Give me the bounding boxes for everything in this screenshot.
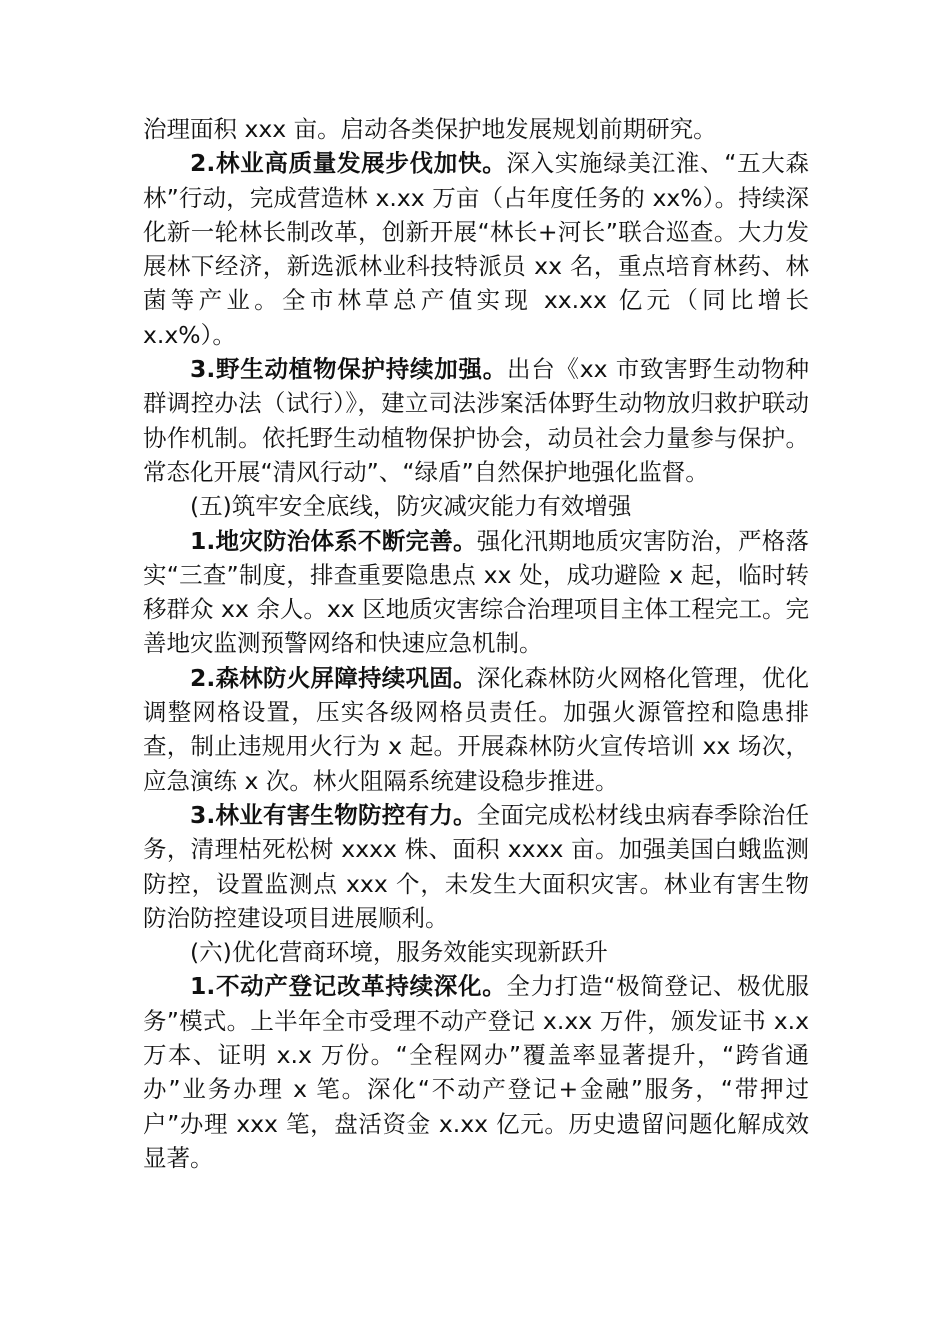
paragraph-heading: 3.野生动植物保护持续加强。 xyxy=(190,355,507,384)
paragraph-heading: 2.林业高质量发展步伐加快。 xyxy=(190,149,507,178)
paragraph-continuation xyxy=(143,112,809,146)
paragraph-heading: 3.林业有害生物防控有力。 xyxy=(190,800,477,829)
paragraph-wildlife-protection xyxy=(143,352,809,489)
section-heading-safety xyxy=(143,489,809,523)
paragraph-text: 出台《xx 市致害野生动物种群调控办法（试行）》，建立司法涉案活体野生动物放归救护联动协作机制。依托野生动植物保护协会，动员社会力量参与保护。常态化开展“清风行动”、“绿盾”自然保护地强化监督。 xyxy=(143,355,809,486)
paragraph-text: 深化森林防火网格化管理，优化调整网格设置，压实各级网格员责任。加强火源管控和隐患排查，制止违规用火行为 x 起。开展森林防火宣传培训 xx 场次，应急演练 x 次。林火阻隔系统建设稳步推进。 xyxy=(143,663,809,795)
paragraph-forestry-development xyxy=(143,146,809,352)
section-heading-business-environment xyxy=(143,935,809,969)
paragraph-text: 深入实施绿美江淮、“五大森林”行动，完成营造林 x.xx 万亩（占年度任务的 xx%）。持续深化新一轮林长制改革，创新开展“林长+河长”联合巡查。大力发展林下经济，新选派林业科技特派员 xx 名，重点培育林药、林菌等产业。全市林草总产值实现 xx.xx 亿元（同比增长 x.x%）。 xyxy=(143,149,809,349)
paragraph-heading: 2.森林防火屏障持续巩固。 xyxy=(190,663,477,692)
paragraph-heading: 1.不动产登记改革持续深化。 xyxy=(190,972,507,1001)
paragraph-text: 强化汛期地质灾害防治，严格落实“三查”制度，排查重要隐患点 xx 处，成功避险 x 起，临时转移群众 xx 余人。xx 区地质灾害综合治理项目主体工程完工。完善地灾监测预警网络和快速应急机制。 xyxy=(143,526,809,658)
section-heading-text: (六)优化营商环境，服务效能实现新跃升 xyxy=(190,938,608,967)
document-page xyxy=(143,112,809,1175)
paragraph-text: 全面完成松材线虫病春季除治任务，清理枯死松树 xxxx 株、面积 xxxx 亩。加强美国白蛾监测防控，设置监测点 xxx 个，未发生大面积灾害。林业有害生物防治防控建设项目进展顺利。 xyxy=(143,800,809,932)
paragraph-text: 治理面积 xxx 亩。启动各类保护地发展规划前期研究。 xyxy=(143,115,717,143)
paragraph-forest-fire-prevention xyxy=(143,661,809,798)
paragraph-pest-control xyxy=(143,798,809,935)
paragraph-property-registration xyxy=(143,969,809,1175)
paragraph-text: 全力打造“极简登记、极优服务”模式。上半年全市受理不动产登记 x.xx 万件，颁发证书 x.x 万本、证明 x.x 万份。“全程网办”覆盖率显著提升，“跨省通办”业务办理 x 笔。深化“不动产登记+金融”服务，“带押过户”办理 xxx 笔，盘活资金 x.xx 亿元。历史遗留问题化解成效显著。 xyxy=(143,972,809,1172)
paragraph-geohazard-prevention xyxy=(143,524,809,661)
paragraph-heading: 1.地灾防治体系不断完善。 xyxy=(190,526,477,555)
section-heading-text: (五)筑牢安全底线，防灾减灾能力有效增强 xyxy=(190,492,632,521)
